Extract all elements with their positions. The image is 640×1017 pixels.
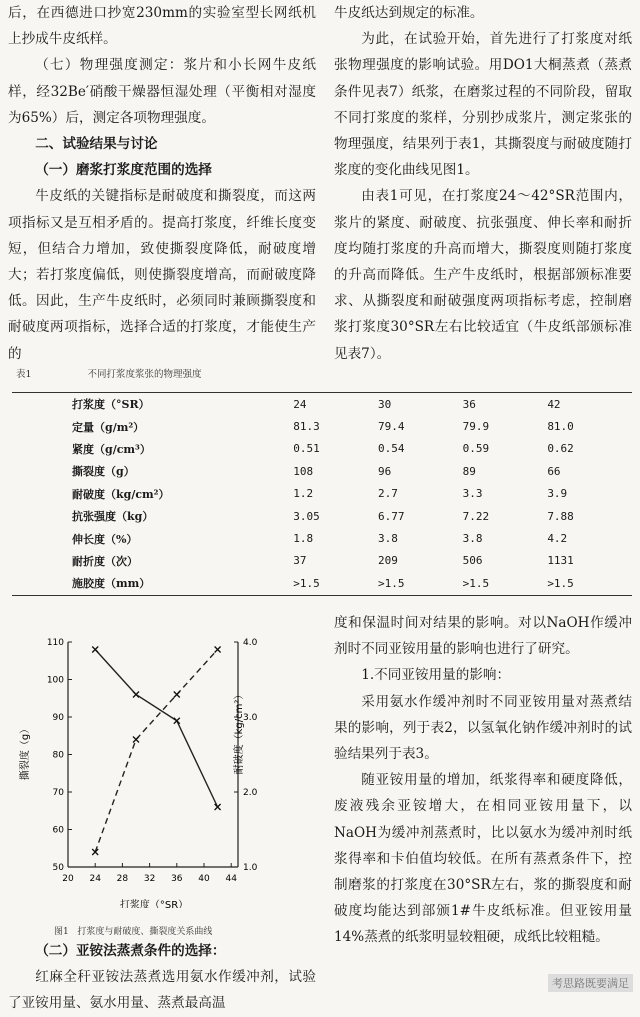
x-tick-label: 32 bbox=[143, 874, 156, 884]
data-point bbox=[133, 737, 139, 743]
y-tick-label-right: 1.0 bbox=[243, 863, 258, 873]
table-row bbox=[12, 460, 632, 482]
burst-strength-line bbox=[95, 650, 217, 853]
table-cell: 1.8 bbox=[293, 532, 314, 546]
table-cell: 3.8 bbox=[377, 532, 398, 546]
y-tick-label-right: 4.0 bbox=[243, 638, 258, 648]
paragraph: （七）物理强度测定：浆片和小长网牛皮纸样，经32Be′硝酸干燥器恒湿处理（平衡相对湿度为65%）后，测定各项物理强度。 bbox=[8, 57, 316, 126]
table-row bbox=[12, 438, 632, 460]
table-cell: 1.2 bbox=[293, 487, 314, 501]
table-cell: 36 bbox=[462, 397, 476, 411]
table-cell: 0.59 bbox=[462, 442, 490, 456]
left-column-top bbox=[8, 0, 316, 367]
table-cell: 3.3 bbox=[462, 487, 483, 501]
table-cell: >1.5 bbox=[293, 576, 320, 590]
subsection-heading: 1.不同亚铵用量的影响： bbox=[361, 667, 511, 684]
table-row bbox=[12, 393, 632, 416]
table-row bbox=[12, 550, 632, 572]
table-cell: 108 bbox=[293, 464, 314, 478]
table-cell: 7.88 bbox=[547, 509, 574, 523]
section-heading: 二、试验结果与讨论 bbox=[35, 136, 158, 153]
table-cell: 0.62 bbox=[547, 442, 574, 456]
right-column-bottom bbox=[334, 610, 632, 951]
table-cell: 79.4 bbox=[377, 420, 405, 434]
y-tick-label-right: 2.0 bbox=[243, 788, 258, 798]
y-tick-label-left: 90 bbox=[52, 713, 64, 723]
table-cell: 3.9 bbox=[547, 487, 568, 501]
table-cell: 81.0 bbox=[547, 420, 574, 434]
left-column-bottom bbox=[8, 938, 316, 1017]
table-cell: 0.54 bbox=[377, 442, 405, 456]
subsection-heading: （一）磨浆打浆度范围的选择 bbox=[35, 162, 212, 179]
table-row bbox=[12, 415, 632, 437]
table-title: 不同打浆度浆张的物理强度 bbox=[87, 369, 202, 380]
paragraph: 牛皮纸达到规定的标准。 bbox=[334, 5, 484, 21]
paragraph: 牛皮纸的关键指标是耐破度和撕裂度，而这两项指标又是互相矛盾的。提高打浆度，纤维长度变短，但结合力增加，致使撕裂度降低，耐破度增大；若打浆度偏低，则使撕裂度增高，而耐破度降低。因此，生产牛皮纸时，必须同时兼顾撕裂度和耐破度两项指标，选择合适的打浆度，才能使生产的 bbox=[8, 188, 316, 362]
table-cell: 37 bbox=[293, 554, 307, 568]
table-cell: 89 bbox=[462, 464, 476, 478]
data-point bbox=[133, 692, 139, 698]
table-cell: 3.8 bbox=[462, 532, 483, 546]
table-row bbox=[12, 572, 632, 595]
table-row bbox=[12, 483, 632, 505]
row-label: 定量（g/m²） bbox=[72, 420, 145, 434]
data-point bbox=[215, 647, 221, 653]
physical-strength-table bbox=[12, 392, 632, 596]
data-point bbox=[174, 692, 180, 698]
paragraph: 采用氨水作缓冲剂时不同亚铵用量对蒸煮结果的影响，列于表2，以氢氧化钠作缓冲剂时的试验结果列于表3。 bbox=[334, 693, 632, 763]
table-label: 表1 bbox=[16, 369, 32, 380]
table-cell: 42 bbox=[547, 397, 561, 411]
x-tick-label: 36 bbox=[171, 874, 183, 884]
table-cell: 81.3 bbox=[293, 420, 320, 434]
table-cell: 506 bbox=[462, 554, 483, 568]
table-cell: >1.5 bbox=[377, 576, 405, 590]
table-cell: 24 bbox=[293, 397, 307, 411]
table-cell: 6.77 bbox=[377, 509, 405, 523]
row-label: 耐折度（次） bbox=[72, 554, 138, 568]
x-tick-label: 44 bbox=[225, 874, 237, 884]
data-point bbox=[92, 647, 98, 653]
paragraph: 为此，在试验开始，首先进行了打浆度对纸张物理强度的影响试验。用DO1大桐蒸煮（蒸煮条件见表7）纸浆，在磨浆过程的不同阶段，留取不同打浆度的浆样，分别抄成浆片，测定浆张的物理强度，结果列于表1，其撕裂度与耐破度随打浆度的变化曲线见图1。 bbox=[334, 31, 632, 179]
y-axis-left-label: 撕裂度（g） bbox=[20, 723, 31, 781]
y-tick-label-left: 80 bbox=[52, 750, 64, 761]
watermark-stamp: 考思路既要满足 bbox=[548, 974, 633, 992]
row-label: 紧度（g/cm³） bbox=[72, 442, 151, 456]
x-axis-label: 打浆度（°SR） bbox=[119, 900, 189, 908]
row-label: 抗张强度（kg） bbox=[72, 510, 154, 524]
y-tick-label-left: 60 bbox=[52, 825, 64, 836]
x-tick-label: 20 bbox=[62, 874, 74, 884]
y-tick-label-left: 110 bbox=[46, 638, 64, 648]
right-column-top bbox=[334, 0, 632, 367]
table-cell: 3.05 bbox=[293, 509, 320, 523]
table-cell: 2.7 bbox=[377, 487, 398, 501]
y-tick-label-left: 50 bbox=[52, 863, 64, 873]
table-cell: 209 bbox=[377, 554, 398, 568]
row-label: 伸长度（%） bbox=[72, 532, 138, 546]
row-label: 施胶度（mm） bbox=[72, 577, 151, 591]
paragraph: 由表1可见，在打浆度24～42°SR范围内，浆片的紧度、耐破度、抗张强度、伸长率和耐折度均随打浆度的升高而增大，撕裂度则随打浆度的升高而降低。生产牛皮纸时，根据部颁标准要求、从撕裂度和耐破强度两项指标考虑，控制磨浆打浆度30°SR左右比较适宜（牛皮纸部颁标准见表7）。 bbox=[334, 188, 632, 362]
y-tick-label-left: 100 bbox=[46, 675, 64, 686]
paragraph: 红麻全秆亚铵法蒸煮选用氨水作缓冲剂，试验了亚铵用量、氨水用量、蒸煮最高温 bbox=[8, 969, 316, 1012]
x-tick-label: 28 bbox=[116, 874, 129, 884]
data-point bbox=[215, 804, 221, 810]
y-tick-label-right: 3.0 bbox=[243, 713, 258, 723]
y-axis-right-label: 耐破度（kg/cm²） bbox=[234, 689, 245, 775]
row-label: 撕裂度（g） bbox=[72, 465, 135, 479]
paragraph: 后，在西德进口抄宽230mm的实验室型长网纸机上抄成牛皮纸样。 bbox=[8, 5, 316, 48]
table-cell: 66 bbox=[547, 464, 561, 478]
data-point bbox=[174, 718, 180, 724]
table-cell: 79.9 bbox=[462, 420, 490, 434]
table-cell: 1131 bbox=[547, 554, 574, 568]
table-cell: 4.2 bbox=[547, 532, 568, 546]
beating-degree-chart bbox=[8, 612, 320, 908]
paragraph: 度和保温时间对结果的影响。对以NaOH作缓冲剂时不同亚铵用量的影响也进行了研究。 bbox=[334, 615, 632, 658]
figure-label: 图1 bbox=[54, 927, 69, 937]
table-row bbox=[12, 527, 632, 549]
table-cell: 0.51 bbox=[293, 442, 320, 456]
chart-caption bbox=[54, 924, 212, 937]
subsection-heading: （二）亚铵法蒸煮条件的选择： bbox=[35, 943, 226, 959]
y-tick-label-left: 70 bbox=[52, 788, 64, 798]
figure-title: 打浆度与耐破度、撕裂度关系曲线 bbox=[77, 927, 213, 937]
paragraph: 随亚铵用量的增加，纸浆得率和硬度降低，废液残余亚铵增大，在相同亚铵用量下，以NaOH为缓冲剂蒸煮时，比以氨水为缓冲剂时纸浆得率和卡伯值均较低。在所有蒸煮条件下，控制磨浆的打浆度在30°SR左右，浆的撕裂度和耐破度均能达到部颁1#牛皮纸标准。但亚铵用量14%蒸煮的纸浆明显较粗硬，成纸比较粗糙。 bbox=[334, 772, 632, 946]
table-row bbox=[12, 505, 632, 527]
table-cell: >1.5 bbox=[547, 576, 574, 590]
data-point bbox=[92, 849, 98, 855]
table-cell: >1.5 bbox=[462, 576, 490, 590]
row-label: 耐破度（kg/cm²） bbox=[72, 487, 170, 501]
table-caption bbox=[16, 366, 258, 380]
table-cell: 7.22 bbox=[462, 509, 490, 523]
table-cell: 30 bbox=[377, 397, 392, 411]
tear-strength-line bbox=[95, 650, 217, 808]
x-tick-label: 24 bbox=[89, 874, 101, 884]
table-cell: 96 bbox=[377, 464, 392, 478]
x-tick-label: 40 bbox=[198, 874, 210, 884]
row-label: 打浆度（°SR） bbox=[72, 398, 150, 412]
